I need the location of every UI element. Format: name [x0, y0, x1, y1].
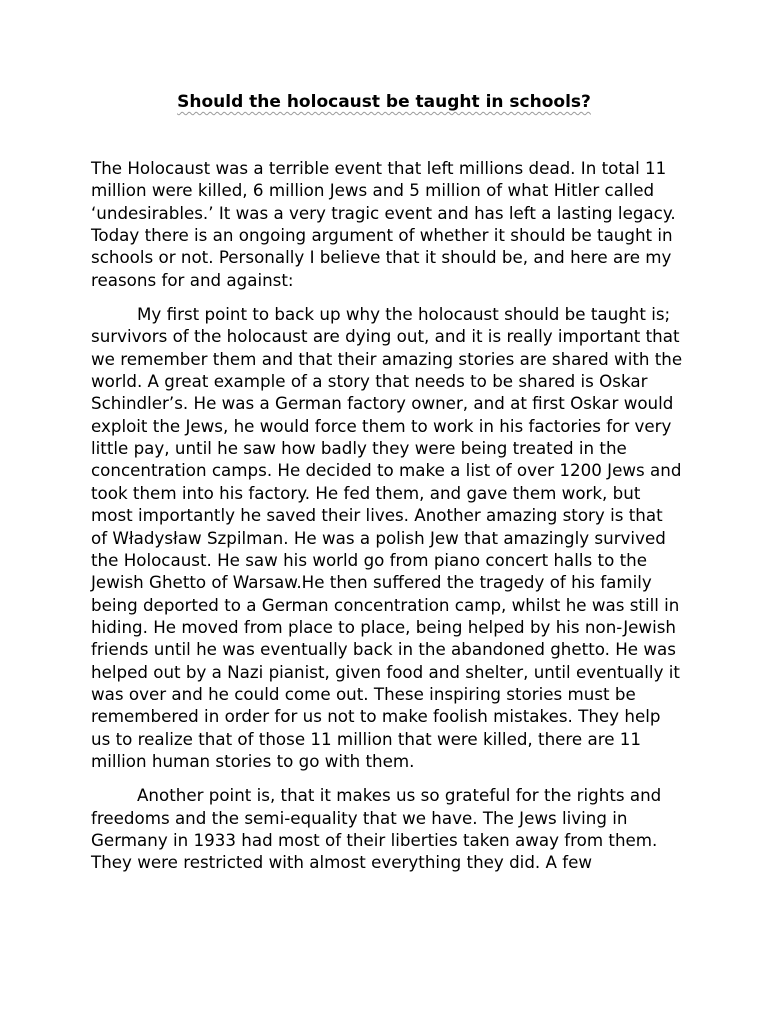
- paragraph-first-point: My first point to back up why the holocaust should be taught is; survivors of the holocaust are dying out, and it is really important that we remember them and that their amazing stories are shared with the world. A great example of a story that needs to be shared is Oskar Schindler’s. He was a German factory owner, and at first Oskar would exploit the Jews, he would force them to work in his factories for very little pay, until he saw how badly they were being treated in the concentration camps. He decided to make a list of over 1200 Jews and took them into his factory. He fed them, and gave them work, but most importantly he saved their lives. Another amazing story is that of Władysław Szpilman. He was a polish Jew that amazingly survived the Holocaust. He saw his world go from piano concert halls to the Jewish Ghetto of Warsaw.He then suffered the tragedy of his family being deported to a German concentration camp, whilst he was still in hiding. He moved from place to place, being helped by his non-Jewish friends until he was eventually back in the abandoned ghetto. He was helped out by a Nazi pianist, given food and shelter, until eventually it was over and he could come out. These inspiring stories must be remembered in order for us not to make foolish mistakes. They help us to realize that of those 11 million that were killed, there are 11 million human stories to go with them.: [91, 304, 683, 771]
- document-body: [91, 157, 683, 886]
- paragraph-second-point: Another point is, that it makes us so grateful for the rights and freedoms and the semi-equality that we have. The Jews living in Germany in 1933 had most of their liberties taken away from them. They were restricted with almost everything they did. A few: [91, 785, 662, 873]
- paragraph-intro: The Holocaust was a terrible event that left millions dead. In total 11 million were killed, 6 million Jews and 5 million of what Hitler called ‘undesirables.’ It was a very tragic event and has left a lasting legacy. Today there is an ongoing argument of whether it should be taught in schools or not. Personally I believe that it should be, and here are my reasons for and against:: [91, 158, 676, 290]
- document-title-text: Should the holocaust be taught in schools?: [177, 92, 591, 112]
- document-title: [0, 92, 768, 112]
